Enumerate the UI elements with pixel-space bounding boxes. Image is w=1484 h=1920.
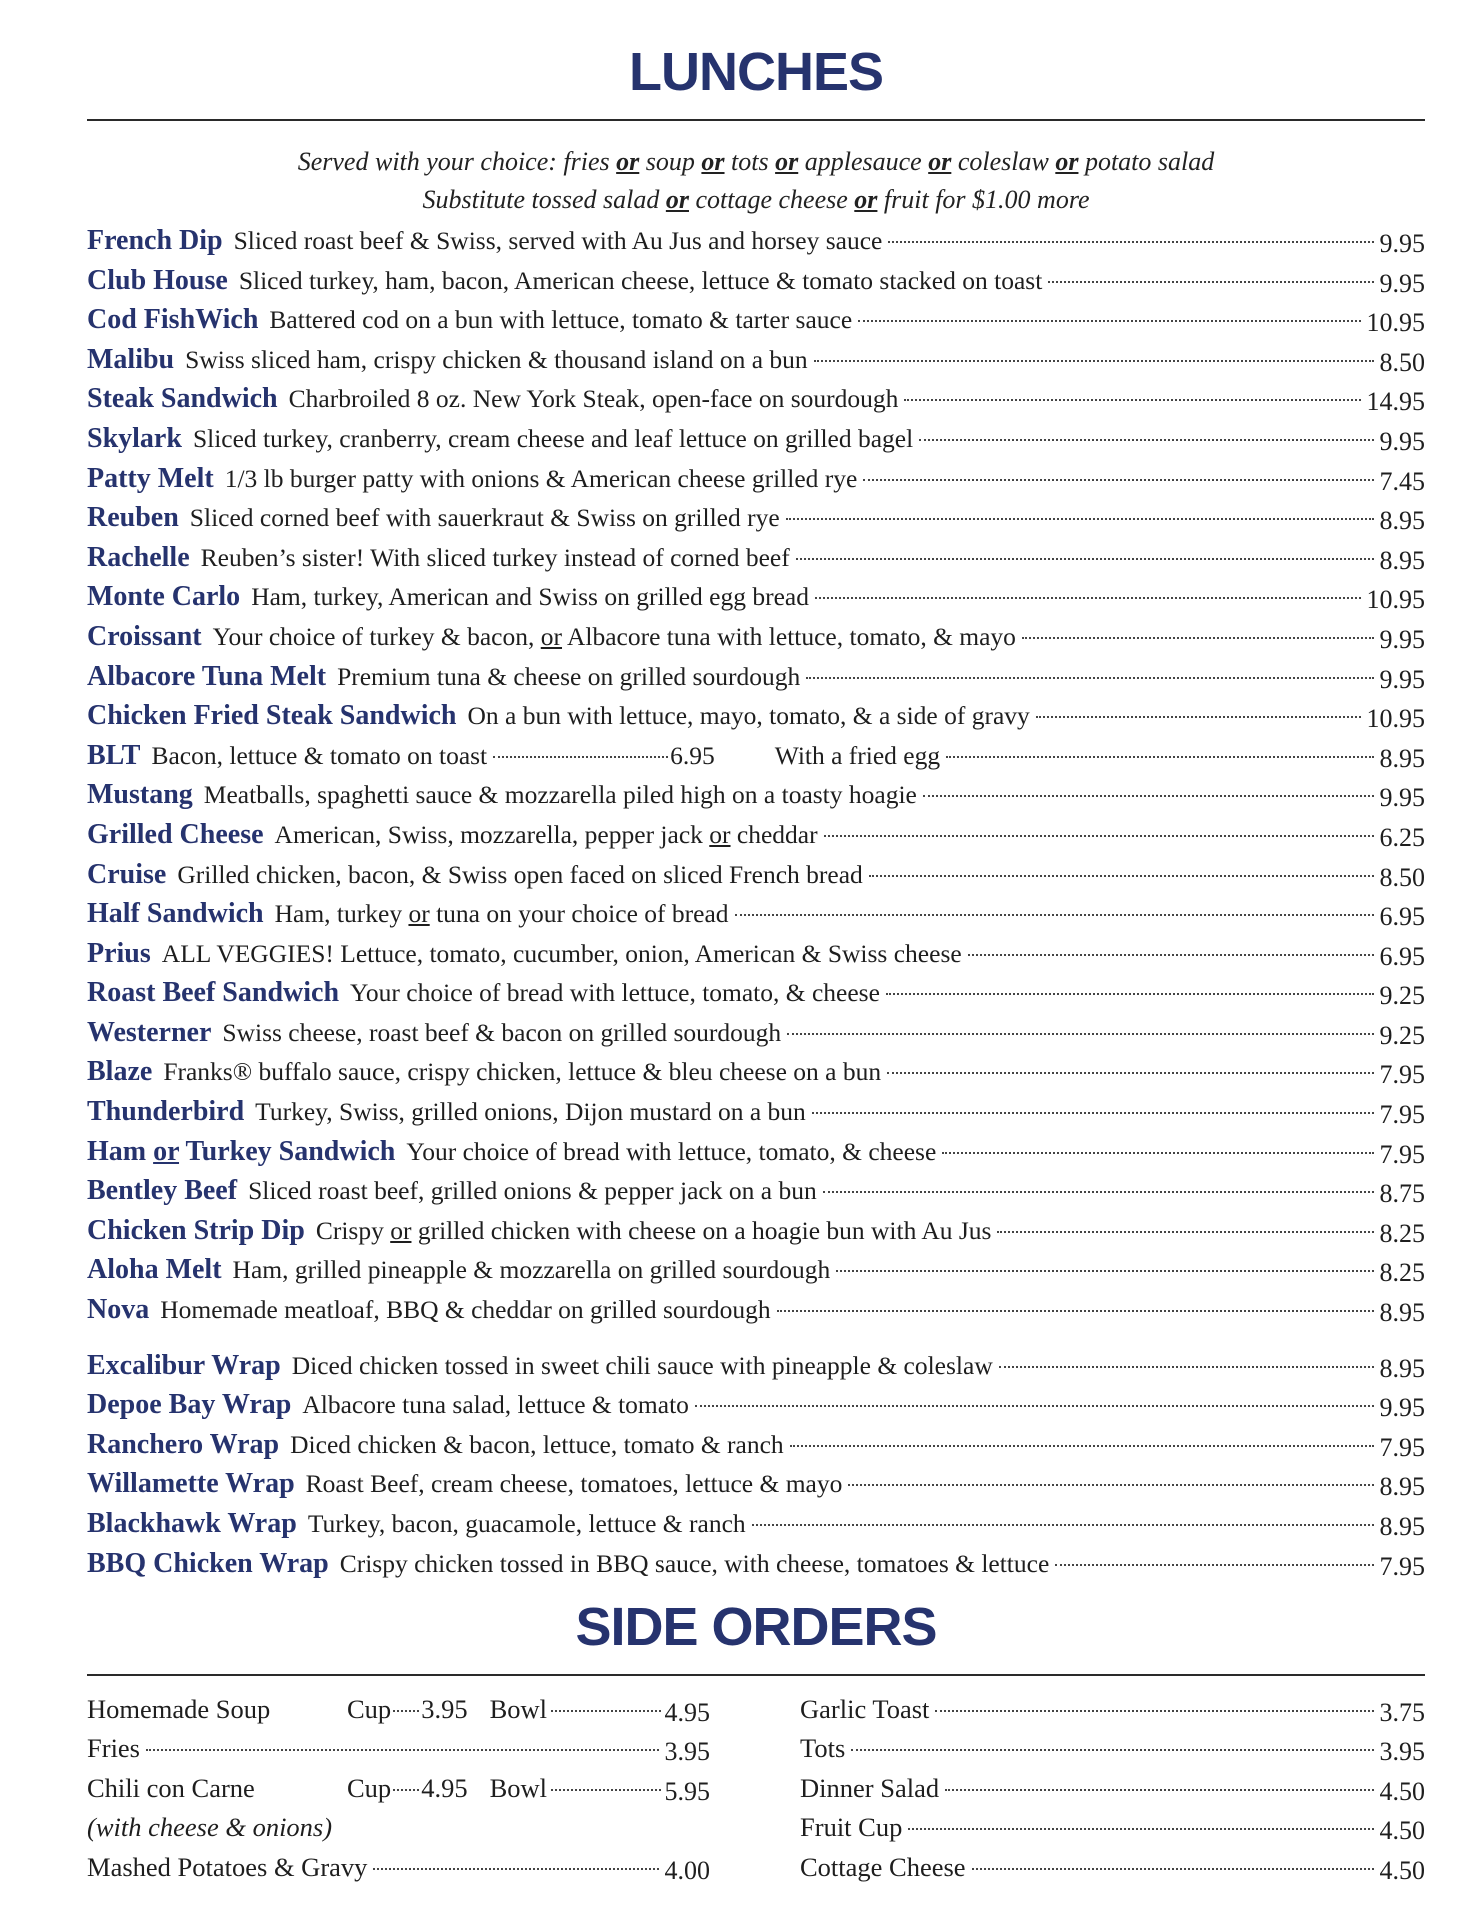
item-price: 10.95 xyxy=(1366,585,1425,615)
menu-item-row xyxy=(87,1132,1425,1172)
dot-leader xyxy=(393,1710,419,1712)
menu-item-row xyxy=(87,1464,1425,1504)
or-word: or xyxy=(616,147,640,176)
text-part: American, Swiss, mozzarella, pepper jack xyxy=(274,819,710,849)
item-price: 8.95 xyxy=(1379,743,1425,773)
bowl-label: Bowl xyxy=(489,1694,547,1724)
item-price: 9.95 xyxy=(1379,783,1425,813)
item-price: 8.95 xyxy=(1379,1353,1425,1383)
item-name: Malibu xyxy=(87,343,175,375)
item-description xyxy=(316,1211,992,1251)
menu-item-row xyxy=(87,657,1425,697)
or-word: or xyxy=(390,1215,412,1245)
item-name: Reuben xyxy=(87,502,179,534)
lunches-intro-line1 xyxy=(87,143,1425,181)
or-word: or xyxy=(540,621,563,651)
dot-leader xyxy=(945,1789,1373,1791)
dot-leader xyxy=(1055,1564,1373,1566)
text-part: tots xyxy=(724,147,776,176)
side-order-name: Cottage Cheese xyxy=(800,1851,966,1882)
menu-item-row xyxy=(87,1092,1425,1132)
item-price: 8.95 xyxy=(1379,545,1425,575)
side-order-price: 4.50 xyxy=(1379,1776,1425,1806)
item-description: Ham, turkey, American and Swiss on grilled egg bread xyxy=(251,582,809,612)
side-order-row xyxy=(87,1690,710,1729)
item-price: 8.50 xyxy=(1379,862,1425,892)
item-description: Turkey, bacon, guacamole, lettuce & ranch xyxy=(307,1509,746,1538)
or-word: or xyxy=(408,899,430,929)
dot-leader xyxy=(373,1868,658,1870)
side-order-row xyxy=(87,1769,710,1808)
item-name: Club House xyxy=(87,264,228,296)
side-order-price: 4.50 xyxy=(1379,1855,1425,1885)
item-name: Skylark xyxy=(87,422,182,454)
item-name: Prius xyxy=(87,937,151,969)
side-order-price: 4.00 xyxy=(664,1855,710,1885)
item-description: Roast Beef, cream cheese, tomatoes, lettuce & mayo xyxy=(305,1469,843,1499)
item-description: Premium tuna & cheese on grilled sourdough xyxy=(337,661,801,691)
text-part: Turkey Sandwich xyxy=(179,1135,396,1167)
lunches-rule xyxy=(87,119,1425,121)
side-orders-header xyxy=(87,1597,1425,1676)
dot-leader xyxy=(942,1152,1373,1154)
item-name: French Dip xyxy=(87,225,223,256)
menu-item-row xyxy=(87,855,1425,895)
item-description: Diced chicken & bacon, lettuce, tomato & ranch xyxy=(290,1429,784,1459)
menu-item-row xyxy=(87,775,1425,815)
text-part: potato salad xyxy=(1078,147,1215,176)
menu-item-row xyxy=(87,934,1425,974)
item-price: 9.95 xyxy=(1379,268,1425,298)
item-name: Roast Beef Sandwich xyxy=(87,977,340,1009)
or-word: or xyxy=(1055,147,1079,176)
dot-leader xyxy=(888,241,1373,243)
dot-leader xyxy=(752,1524,1374,1526)
item-price: 8.75 xyxy=(1379,1179,1425,1209)
item-description: Your choice of bread with lettuce, tomato, & cheese xyxy=(406,1136,937,1166)
item-name: Monte Carlo xyxy=(87,581,241,613)
item-price: 9.95 xyxy=(1379,426,1425,456)
item-description: 1/3 lb burger patty with onions & American cheese grilled rye xyxy=(224,463,858,493)
item-price: 9.95 xyxy=(1379,664,1425,694)
side-order-name: Homemade Soup xyxy=(87,1694,271,1724)
item-price: 7.95 xyxy=(1379,1060,1425,1090)
item-name: Chicken Strip Dip xyxy=(87,1214,305,1246)
dot-leader xyxy=(935,1710,1373,1712)
text-part: applesauce xyxy=(798,147,929,176)
item-name: Albacore Tuna Melt xyxy=(87,660,327,692)
menu-item-row xyxy=(87,736,1425,776)
dot-leader xyxy=(851,1749,1373,1751)
dot-leader xyxy=(551,1789,661,1791)
dot-leader xyxy=(812,1112,1374,1114)
item-name: Grilled Cheese xyxy=(87,818,264,850)
item-description: ALL VEGGIES! Lettuce, tomato, cucumber, onion, American & Swiss cheese xyxy=(161,938,962,968)
bowl-price: 4.95 xyxy=(664,1698,710,1727)
item-name xyxy=(87,1132,395,1172)
menu-item-row xyxy=(87,696,1425,736)
or-word: or xyxy=(854,185,878,214)
item-price: 8.25 xyxy=(1379,1258,1425,1288)
side-orders-title: SIDE ORDERS xyxy=(575,1597,937,1657)
item-price: 7.95 xyxy=(1379,1100,1425,1130)
item-description: Sliced turkey, cranberry, cream cheese and leaf lettuce on grilled bagel xyxy=(192,423,914,453)
menu-item-row xyxy=(87,1052,1425,1092)
side-order-row xyxy=(87,1848,710,1887)
side-order-name: Mashed Potatoes & Gravy xyxy=(87,1851,368,1882)
item-description: Swiss cheese, roast beef & bacon on grilled sourdough xyxy=(222,1017,782,1047)
menu-item-row xyxy=(87,1504,1425,1544)
side-order-name: Tots xyxy=(800,1733,846,1764)
item-price: 7.95 xyxy=(1379,1139,1425,1169)
menu-item-row xyxy=(87,815,1425,855)
menu-item-row xyxy=(87,261,1425,301)
item-name: Rachelle xyxy=(87,541,190,573)
item-description: Ham, grilled pineapple & mozzarella on grilled sourdough xyxy=(232,1255,831,1285)
item-name: Steak Sandwich xyxy=(87,383,278,415)
side-order-row xyxy=(800,1769,1425,1808)
item-name: Aloha Melt xyxy=(87,1254,222,1286)
item-price: 10.95 xyxy=(1366,308,1425,338)
lunches-intro xyxy=(87,143,1425,219)
cup-label: Cup xyxy=(347,1772,392,1803)
item-name: Croissant xyxy=(87,620,202,652)
menu-item-row xyxy=(87,1250,1425,1290)
item-price: 6.95 xyxy=(1379,941,1425,971)
menu-item-row xyxy=(87,1346,1425,1386)
item-description xyxy=(213,617,1016,657)
side-order-row xyxy=(87,1729,710,1768)
text-part: Substitute tossed salad xyxy=(422,185,666,214)
item-description: Diced chicken tossed in sweet chili sauce with pineapple & coleslaw xyxy=(291,1350,993,1380)
lunches-title: LUNCHES xyxy=(628,42,883,102)
dot-leader xyxy=(735,914,1374,916)
item-name: Cruise xyxy=(87,858,167,890)
menu-item-row xyxy=(87,498,1425,538)
item-description: Grilled chicken, bacon, & Swiss open faced on sliced French bread xyxy=(177,859,863,889)
side-orders-right-column xyxy=(800,1690,1425,1887)
menu-item-row xyxy=(87,1290,1425,1330)
cup-price: 3.95 xyxy=(421,1694,468,1724)
item-name: BBQ Chicken Wrap xyxy=(87,1547,329,1579)
dot-leader xyxy=(493,756,668,758)
item-name: Mustang xyxy=(87,779,193,811)
dot-leader xyxy=(848,1484,1373,1486)
item-name: Blackhawk Wrap xyxy=(87,1508,297,1539)
item-price: 8.95 xyxy=(1379,1512,1425,1541)
menu-page xyxy=(87,0,1425,1583)
dot-leader xyxy=(695,1405,1374,1407)
text-part: Albacore tuna with lettuce, tomato, & mayo xyxy=(562,621,1016,651)
menu-item-row xyxy=(87,300,1425,340)
dot-leader xyxy=(997,1231,1373,1233)
text-part: cottage cheese xyxy=(688,185,855,214)
item-description: Bacon, lettuce & tomato on toast xyxy=(151,740,488,770)
dot-leader xyxy=(790,1445,1374,1447)
menu-item-row xyxy=(87,894,1425,934)
text-part: Your choice of turkey & bacon, xyxy=(212,621,541,651)
dot-leader xyxy=(887,1072,1373,1074)
dot-leader xyxy=(858,320,1360,322)
dot-leader xyxy=(551,1710,661,1712)
text-part: Ham, turkey xyxy=(274,899,409,929)
item-price: 6.25 xyxy=(1379,822,1425,852)
bowl-label: Bowl xyxy=(489,1772,547,1803)
or-word: or xyxy=(665,185,689,214)
item-price: 7.45 xyxy=(1379,466,1425,496)
cup-label: Cup xyxy=(347,1694,392,1724)
text-part: Crispy xyxy=(315,1215,391,1245)
side-orders-rule xyxy=(87,1674,1425,1676)
lunch-items-list xyxy=(87,221,1425,1330)
dot-leader xyxy=(146,1749,659,1751)
dot-leader xyxy=(863,479,1373,481)
item-description: Battered cod on a bun with lettuce, tomato & tarter sauce xyxy=(269,305,853,335)
dot-leader xyxy=(923,795,1374,797)
item-description: Sliced roast beef, grilled onions & pepper jack on a bun xyxy=(248,1176,817,1206)
item-price: 9.25 xyxy=(1379,981,1425,1011)
item-description: Albacore tuna salad, lettuce & tomato xyxy=(302,1390,689,1420)
item-name: Blaze xyxy=(87,1056,153,1088)
dot-leader xyxy=(999,1366,1374,1368)
dot-leader xyxy=(886,993,1374,995)
item-name: Half Sandwich xyxy=(87,898,264,930)
item-name: Excalibur Wrap xyxy=(87,1349,281,1381)
menu-item-row xyxy=(87,379,1425,419)
item-name: Westerner xyxy=(87,1016,212,1048)
list-gap xyxy=(87,1330,1425,1344)
item-description: Homemade meatloaf, BBQ & cheddar on grilled sourdough xyxy=(160,1295,771,1325)
item-price: 9.95 xyxy=(1379,624,1425,654)
or-word: or xyxy=(775,147,799,176)
dot-leader xyxy=(1022,637,1374,639)
or-word: or xyxy=(928,147,952,176)
side-order-name: Dinner Salad xyxy=(800,1772,940,1803)
menu-item-row xyxy=(87,1385,1425,1425)
item-description: Your choice of bread with lettuce, tomato, & cheese xyxy=(350,978,880,1008)
item-price-plain: 6.95 xyxy=(670,740,715,770)
menu-item-row xyxy=(87,419,1425,459)
item-description xyxy=(275,894,729,934)
side-order-price: 4.50 xyxy=(1379,1816,1425,1846)
dot-leader xyxy=(904,399,1360,401)
item-name: Ranchero Wrap xyxy=(87,1428,280,1460)
item-price: 9.25 xyxy=(1379,1020,1425,1050)
item-price: 8.50 xyxy=(1379,347,1425,377)
or-word: or xyxy=(153,1135,180,1167)
dot-leader xyxy=(919,439,1373,441)
item-price: 6.95 xyxy=(1379,902,1425,932)
item-description: Sliced roast beef & Swiss, served with Au Jus and horsey sauce xyxy=(233,226,883,255)
side-order-name: Garlic Toast xyxy=(800,1694,930,1724)
item-name: BLT xyxy=(87,739,141,771)
text-part: coleslaw xyxy=(951,147,1056,176)
text-part: tuna on your choice of bread xyxy=(429,899,729,929)
menu-item-row xyxy=(87,1211,1425,1251)
side-order-name: Fruit Cup xyxy=(800,1812,903,1843)
item-name: Chicken Fried Steak Sandwich xyxy=(87,700,457,732)
menu-item-row xyxy=(87,340,1425,380)
dot-leader xyxy=(777,1310,1374,1312)
or-word: or xyxy=(701,147,725,176)
dot-leader xyxy=(787,1033,1373,1035)
item-name: Thunderbird xyxy=(87,1096,245,1128)
item-price: 9.95 xyxy=(1379,229,1425,258)
dot-leader xyxy=(946,756,1373,758)
side-order-price: 3.95 xyxy=(664,1737,710,1767)
item-price: 8.95 xyxy=(1379,1472,1425,1502)
dot-leader xyxy=(869,875,1374,877)
item-description-variant: With a fried egg xyxy=(774,740,941,770)
menu-item-row xyxy=(87,538,1425,578)
menu-item-row xyxy=(87,221,1425,261)
item-description: Franks® buffalo sauce, crispy chicken, lettuce & bleu cheese on a bun xyxy=(163,1057,882,1087)
menu-item-row xyxy=(87,1544,1425,1584)
wrap-items-list xyxy=(87,1346,1425,1584)
item-name: Nova xyxy=(87,1294,150,1326)
side-order-price: 3.95 xyxy=(1379,1737,1425,1767)
item-description: Sliced corned beef with sauerkraut & Swiss on grilled rye xyxy=(189,503,780,533)
side-order-name: Chili con Carne xyxy=(87,1772,255,1803)
bowl-price: 5.95 xyxy=(664,1776,710,1806)
item-price: 9.95 xyxy=(1379,1393,1425,1423)
item-name: Cod FishWich xyxy=(87,304,259,336)
side-order-note: (with cheese & onions) xyxy=(87,1812,333,1843)
dot-leader xyxy=(823,1191,1374,1193)
menu-item-row xyxy=(87,1171,1425,1211)
text-part: grilled chicken with cheese on a hoagie bun with Au Jus xyxy=(411,1215,992,1245)
item-description: Crispy chicken tossed in BBQ sauce, with cheese, tomatoes & lettuce xyxy=(339,1548,1050,1578)
dot-leader xyxy=(786,518,1374,520)
side-order-price: 3.75 xyxy=(1379,1698,1425,1727)
item-description: Reuben’s sister! With sliced turkey instead of corned beef xyxy=(200,542,790,572)
item-price: 8.95 xyxy=(1379,506,1425,536)
side-order-row xyxy=(800,1690,1425,1729)
item-name: Willamette Wrap xyxy=(87,1468,295,1500)
side-order-name: Fries xyxy=(87,1733,140,1764)
text-part: Ham xyxy=(87,1135,154,1167)
dot-leader xyxy=(806,677,1373,679)
item-price: 14.95 xyxy=(1366,387,1425,417)
item-description xyxy=(275,815,818,855)
side-order-row xyxy=(800,1729,1425,1768)
item-price: 10.95 xyxy=(1366,704,1425,734)
side-orders-left-column xyxy=(87,1690,710,1887)
item-price: 7.95 xyxy=(1379,1551,1425,1581)
menu-item-row xyxy=(87,973,1425,1013)
dot-leader xyxy=(814,360,1374,362)
item-description: Swiss sliced ham, crispy chicken & thousand island on a bun xyxy=(185,344,808,374)
item-description: Turkey, Swiss, grilled onions, Dijon mustard on a bun xyxy=(255,1097,806,1127)
item-price: 8.95 xyxy=(1379,1298,1425,1328)
item-name: Bentley Beef xyxy=(87,1175,238,1207)
item-name: Depoe Bay Wrap xyxy=(87,1389,292,1421)
menu-item-row xyxy=(87,459,1425,499)
dot-leader xyxy=(824,835,1374,837)
menu-item-row xyxy=(87,1013,1425,1053)
item-description: On a bun with lettuce, mayo, tomato, & a side of gravy xyxy=(467,701,1030,731)
menu-item-row xyxy=(87,617,1425,657)
side-order-row xyxy=(800,1848,1425,1887)
dot-leader xyxy=(393,1789,419,1791)
text-part: soup xyxy=(639,147,702,176)
side-order-row xyxy=(800,1808,1425,1847)
dot-leader xyxy=(796,558,1374,560)
menu-item-row xyxy=(87,577,1425,617)
text-part: fruit for $1.00 more xyxy=(877,185,1090,214)
dot-leader xyxy=(836,1270,1373,1272)
text-part: cheddar xyxy=(730,819,818,849)
side-order-row xyxy=(87,1808,710,1847)
menu-item-row xyxy=(87,1425,1425,1465)
item-description: Meatballs, spaghetti sauce & mozzarella piled high on a toasty hoagie xyxy=(203,780,917,810)
dot-leader xyxy=(815,597,1361,599)
dot-leader xyxy=(968,954,1374,956)
item-price: 7.95 xyxy=(1379,1432,1425,1462)
item-description: Charbroiled 8 oz. New York Steak, open-face on sourdough xyxy=(288,384,899,414)
cup-price: 4.95 xyxy=(421,1772,468,1803)
text-part: Served with your choice: fries xyxy=(297,147,617,176)
dot-leader xyxy=(1036,716,1361,718)
item-price: 8.25 xyxy=(1379,1218,1425,1248)
dot-leader xyxy=(1048,281,1373,283)
item-name: Patty Melt xyxy=(87,462,214,494)
or-word: or xyxy=(709,819,731,849)
dot-leader xyxy=(908,1828,1373,1830)
item-description: Sliced turkey, ham, bacon, American cheese, lettuce & tomato stacked on toast xyxy=(238,265,1043,295)
lunches-intro-line2 xyxy=(87,181,1425,219)
dot-leader xyxy=(972,1868,1374,1870)
